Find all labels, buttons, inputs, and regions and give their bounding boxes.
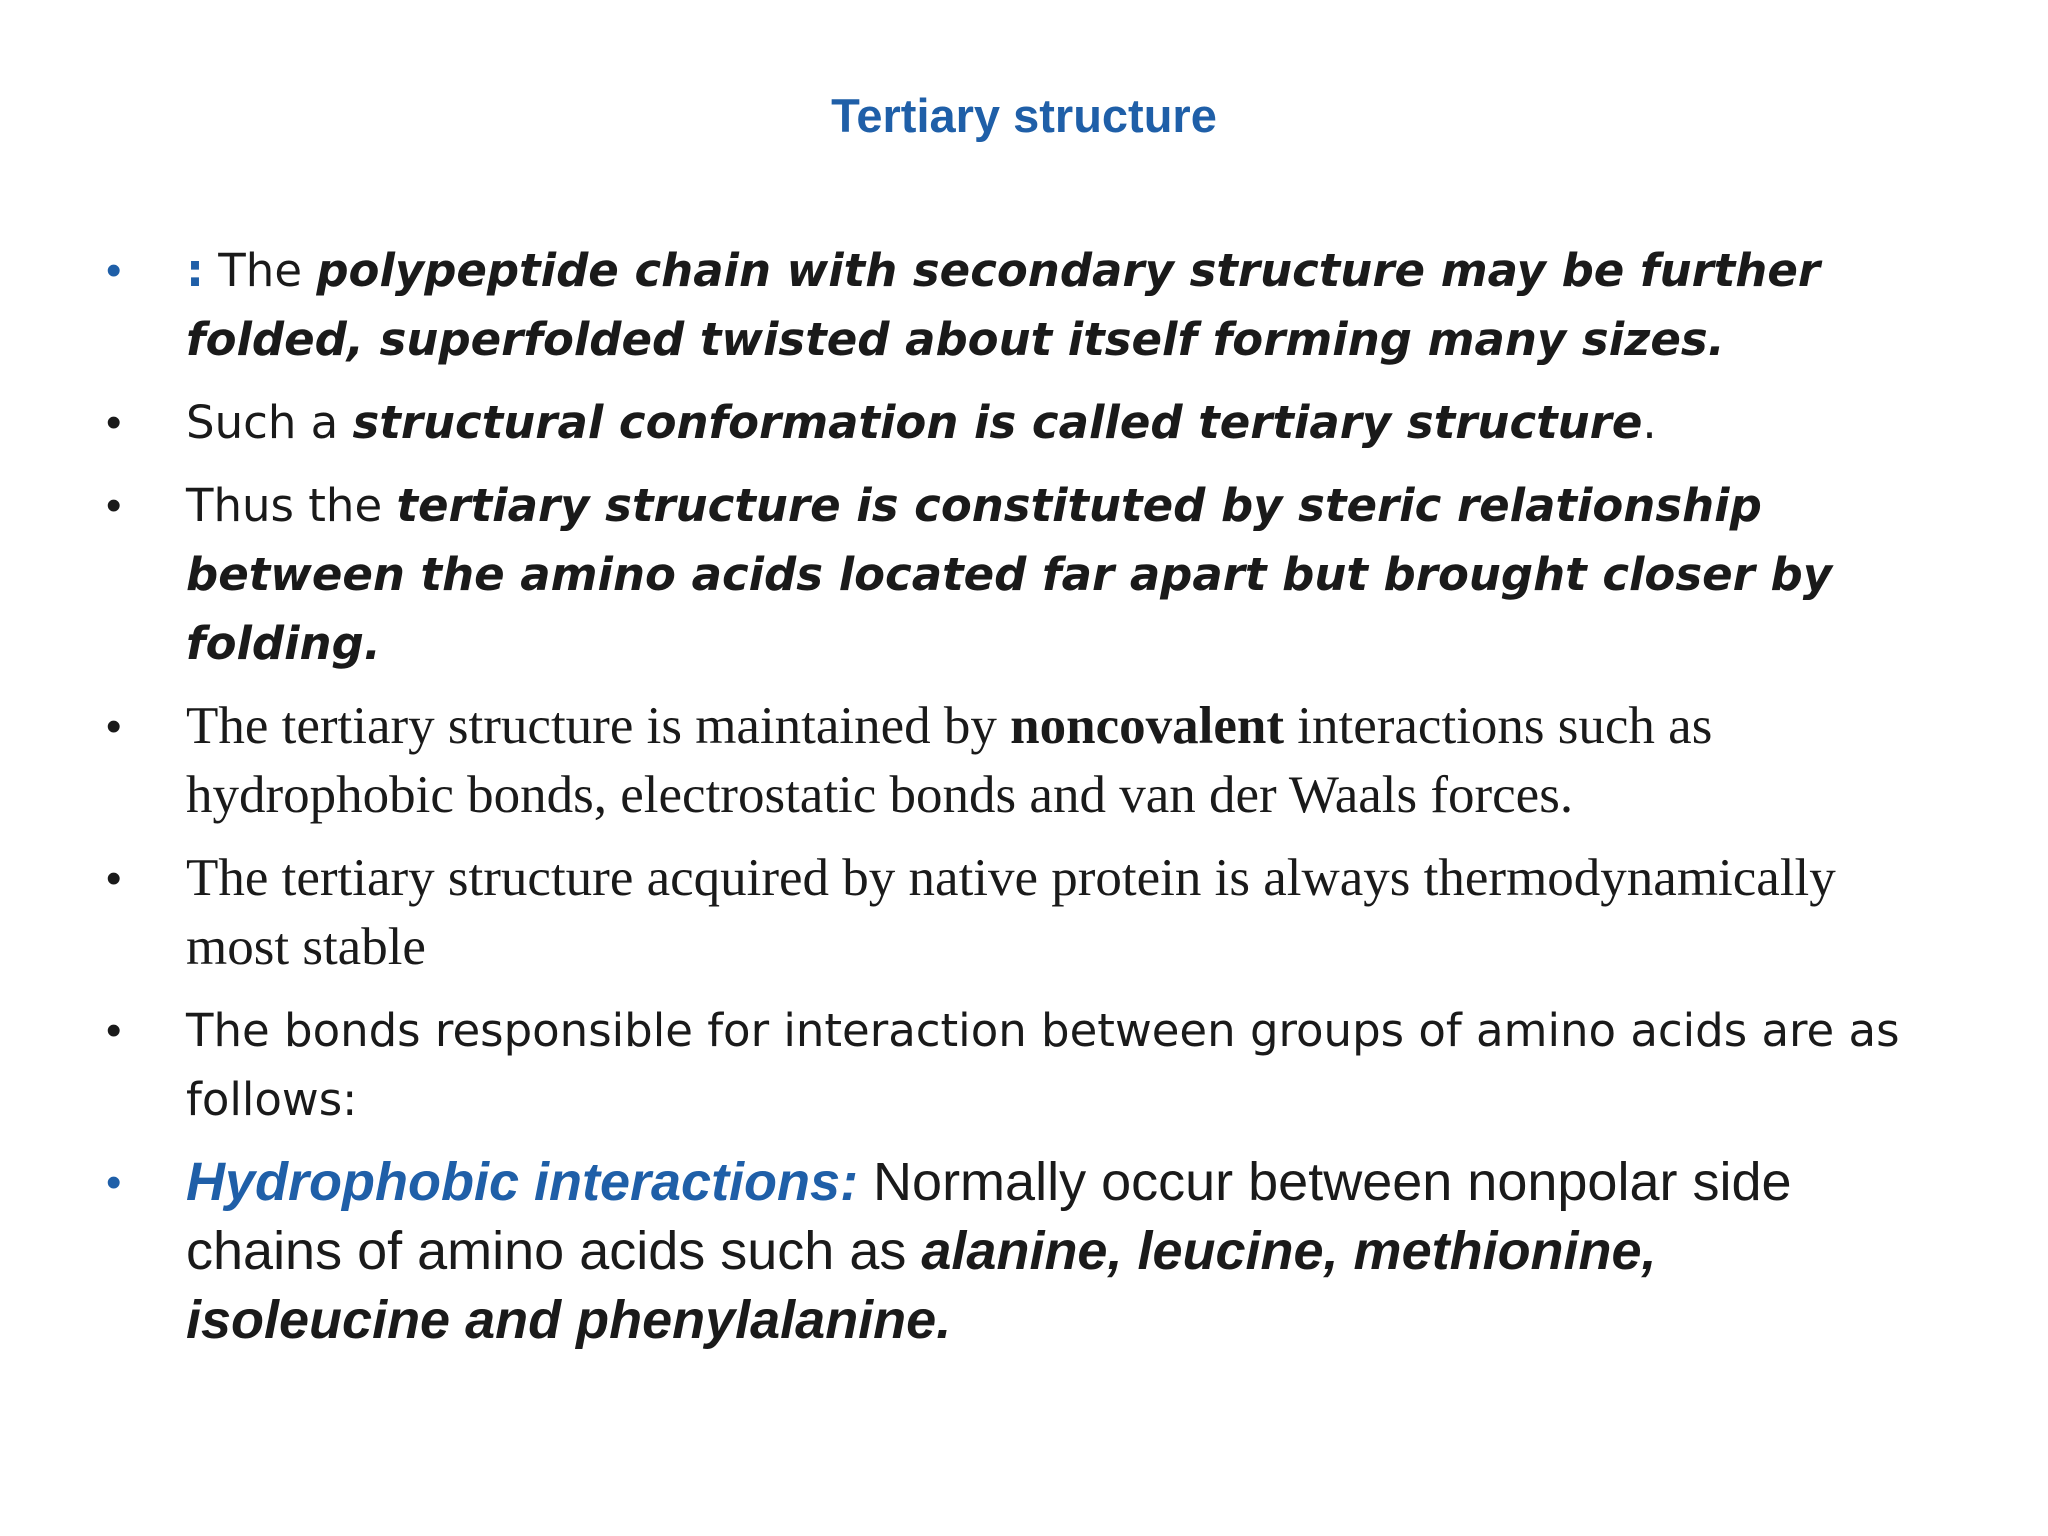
bullet-bold: noncovalent (1010, 697, 1285, 755)
bullet-item (106, 388, 1906, 457)
bullet-dot: • (106, 854, 122, 903)
bullet-term: Hydrophobic interactions: (186, 1152, 859, 1212)
bullet-text: Thus the (186, 479, 397, 532)
bullet-dot: • (106, 1006, 122, 1055)
bullet-item (106, 692, 1906, 830)
bullet-emphasis: tertiary structure is constituted by steric relationship between the amino acids located far apart but brought closer by folding. (186, 479, 1833, 670)
bullet-item (106, 471, 1906, 678)
bullet-item (106, 844, 1906, 982)
bullet-tail: interactions such as hydrophobic bonds, electrostatic bonds and van der Waals forces. (186, 697, 1713, 824)
bullet-list (0, 236, 2048, 1355)
bullet-text: The tertiary structure is maintained by (186, 697, 1011, 755)
bullet-item (106, 236, 1906, 374)
bullet-dot: • (106, 398, 122, 447)
bullet-dot: • (106, 481, 122, 530)
bullet-text: The (204, 244, 317, 297)
bullet-item (106, 1148, 1906, 1355)
bullet-text: The bonds responsible for interaction between groups of amino acids are as follows: (186, 1004, 1900, 1126)
bullet-emphasis: polypeptide chain with secondary structure may be further folded, superfolded twisted about itself forming many sizes. (186, 244, 1821, 366)
bullet-dot: • (106, 702, 122, 751)
bullet-text: Normally occur between nonpolar side chains of amino acids such as (186, 1152, 1792, 1281)
bullet-text: The tertiary structure acquired by native protein is always thermodynamically most stable (186, 849, 1836, 976)
slide-title: Tertiary structure (831, 89, 1217, 142)
bullet-tail: . (1642, 396, 1657, 449)
bullet-text: Such a (186, 396, 353, 449)
bullet-emphasis: alanine, leucine, methionine, isoleucine and phenylalanine. (186, 1221, 1657, 1350)
bullet-lead: : (186, 244, 204, 297)
bullet-dot: • (106, 246, 122, 295)
bullet-item (106, 996, 1906, 1134)
bullet-emphasis: structural conformation is called tertiary structure (352, 396, 1643, 449)
bullet-dot: • (106, 1158, 122, 1207)
